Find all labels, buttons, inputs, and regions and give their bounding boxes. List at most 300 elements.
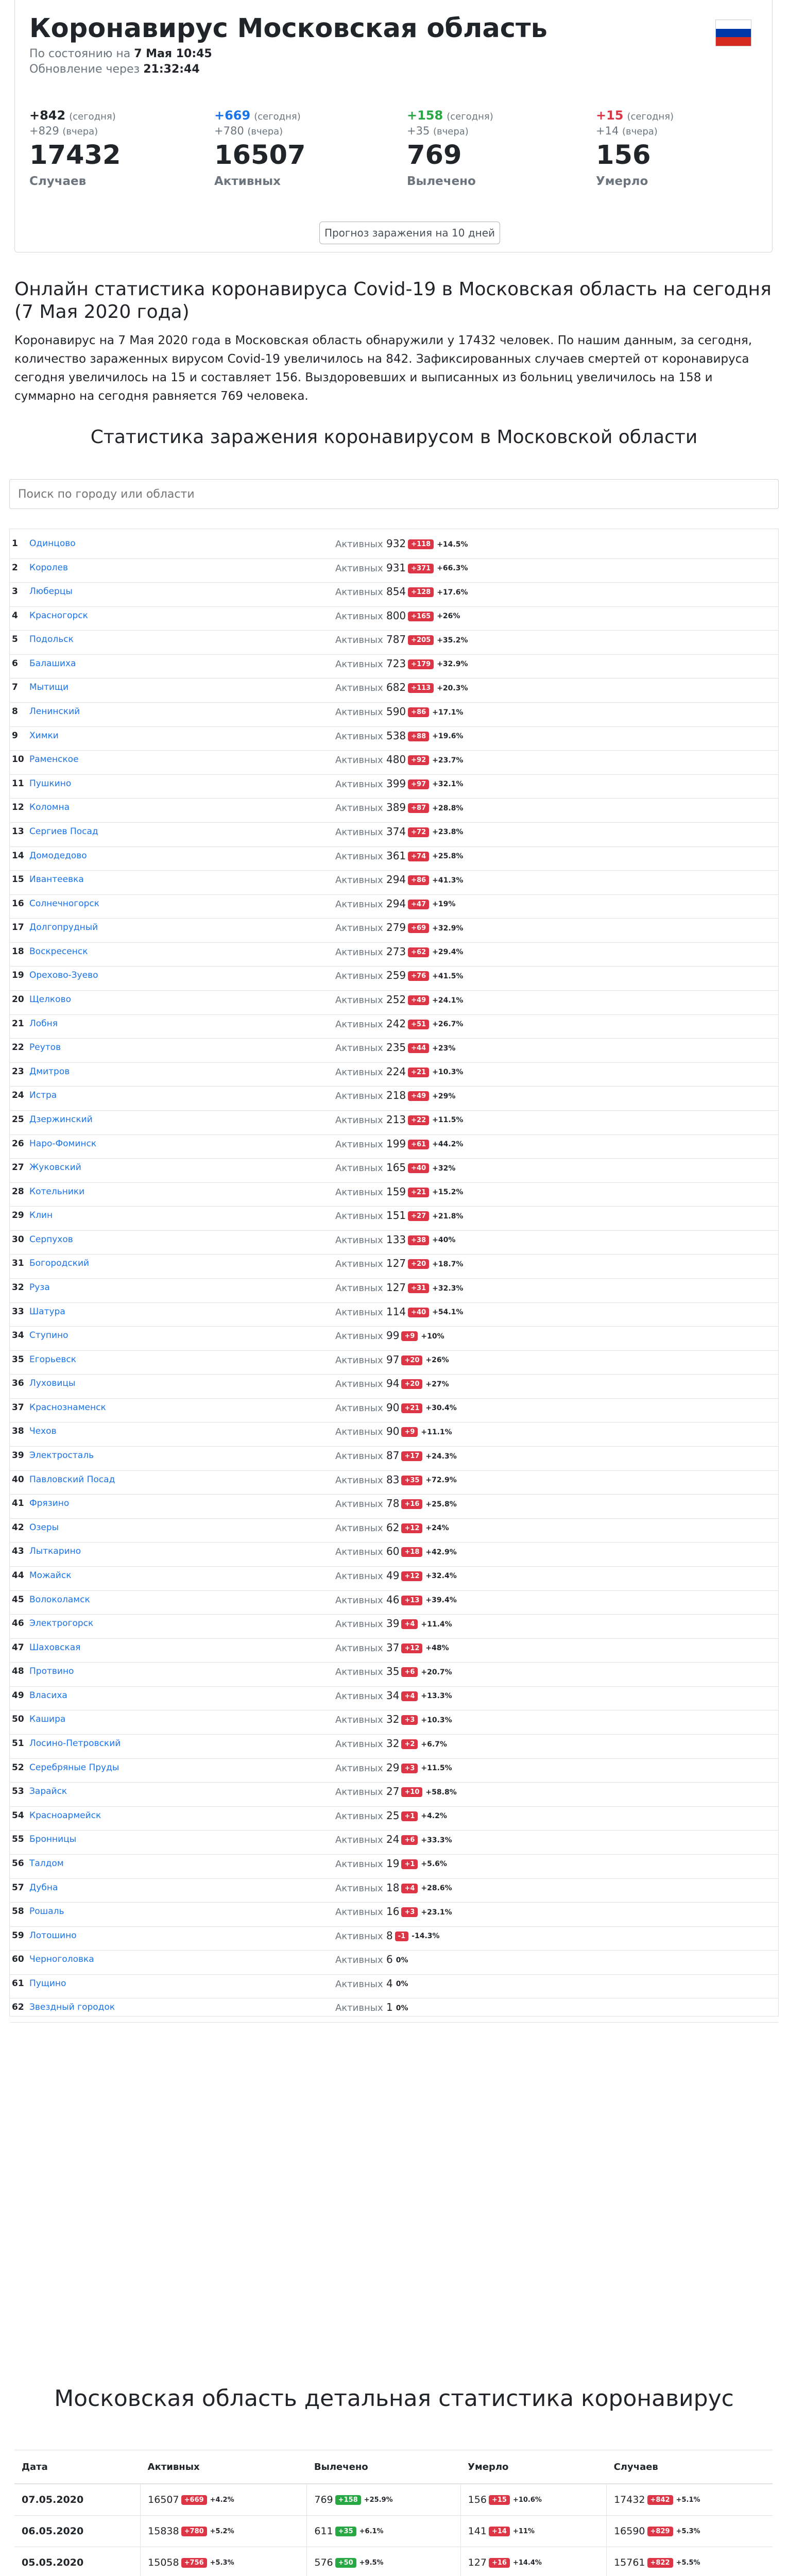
recovered-value: 611 xyxy=(314,2526,333,2537)
city-active xyxy=(335,1882,452,1894)
city-link[interactable]: Люберцы xyxy=(29,586,73,597)
active-delta-percent: +18.7% xyxy=(432,1260,464,1268)
city-active xyxy=(335,1905,452,1918)
city-link[interactable]: Руза xyxy=(29,1282,50,1293)
city-link[interactable]: Краснознаменск xyxy=(29,1402,106,1413)
active-label: Активных xyxy=(335,1787,383,1798)
cases-value: 17432 xyxy=(614,2494,645,2505)
active-delta-badge: +40 xyxy=(408,1308,429,1317)
recovered-value: 576 xyxy=(314,2557,333,2568)
recovered-delta-percent: +9.5% xyxy=(359,2559,384,2567)
recovered-delta-percent: +25.9% xyxy=(364,2496,393,2504)
active-count: 1 xyxy=(386,2001,393,2014)
city-link[interactable]: Рошаль xyxy=(29,1906,64,1917)
city-link[interactable]: Жуковский xyxy=(29,1162,81,1173)
city-rank: 50 xyxy=(12,1714,24,1725)
deaths-delta-percent: +10.6% xyxy=(512,2496,542,2504)
date-cell: 06.05.2020 xyxy=(14,2516,141,2547)
active-delta-percent: +11.5% xyxy=(421,1764,452,1773)
update-line xyxy=(29,63,200,76)
active-delta-percent: +32.3% xyxy=(432,1284,464,1293)
active-count: 19 xyxy=(386,1857,400,1870)
city-link[interactable]: Химки xyxy=(29,730,59,741)
active-label: Активных xyxy=(335,1835,383,1846)
active-count: 46 xyxy=(386,1593,400,1606)
city-link[interactable]: Щелково xyxy=(29,994,72,1005)
active-delta-badge: +49 xyxy=(408,1091,429,1101)
city-active xyxy=(335,1545,457,1557)
city-rank: 6 xyxy=(12,658,18,669)
active-delta-badge: +49 xyxy=(408,995,429,1005)
active-label: Активных xyxy=(335,1883,383,1894)
city-rank: 43 xyxy=(12,1546,24,1557)
active-label: Активных xyxy=(335,995,383,1006)
city-link[interactable]: Истра xyxy=(29,1090,57,1101)
city-rank: 10 xyxy=(12,754,24,765)
cases-value: 15761 xyxy=(614,2557,645,2568)
search-input[interactable] xyxy=(9,479,779,509)
update-prefix: Обновление через xyxy=(29,63,140,76)
active-label: Активных xyxy=(335,1187,383,1198)
active-delta-badge: +1 xyxy=(401,1811,418,1821)
active-label: Активных xyxy=(335,539,383,550)
city-rank: 19 xyxy=(12,970,24,981)
recovered-today: +158 xyxy=(407,108,443,123)
city-rank: 1 xyxy=(12,538,18,549)
active-label: Активных xyxy=(335,1066,383,1078)
city-rank: 36 xyxy=(12,1378,24,1389)
city-active xyxy=(335,609,460,622)
active-label: Активных xyxy=(335,1331,383,1342)
active-delta-percent: +32.9% xyxy=(437,660,468,669)
active-delta-percent: +27% xyxy=(425,1380,449,1388)
city-active xyxy=(335,1809,447,1822)
city-active xyxy=(335,1857,447,1870)
active-count: 854 xyxy=(386,585,406,598)
active-delta-percent: +26.7% xyxy=(432,1020,464,1029)
active-count: 90 xyxy=(386,1425,400,1438)
active-count: 199 xyxy=(386,1137,406,1150)
active-delta-badge: -1 xyxy=(395,1931,408,1941)
active-delta-badge: +6 xyxy=(401,1667,418,1677)
active-label: Активных xyxy=(335,1978,383,1990)
city-link[interactable]: Озеры xyxy=(29,1522,59,1533)
city-active xyxy=(335,1977,408,1990)
active-delta-percent: +32.9% xyxy=(432,924,464,933)
col-cases-header: Случаев xyxy=(607,2450,773,2484)
active-count: 62 xyxy=(386,1521,400,1534)
city-rank: 23 xyxy=(12,1066,24,1077)
active-delta-badge: +87 xyxy=(408,803,429,813)
active-delta-percent: +40% xyxy=(432,1236,456,1245)
recovered-today-label: (сегодня) xyxy=(447,111,493,122)
active-count: 114 xyxy=(386,1305,406,1318)
active-label: Активных xyxy=(335,1499,383,1510)
active-label: Активных xyxy=(335,1762,383,1774)
active-delta-badge: +17 xyxy=(401,1451,422,1461)
deaths-cell xyxy=(460,2516,606,2547)
city-active xyxy=(335,1113,463,1126)
active-label: Активных xyxy=(335,1259,383,1270)
city-active xyxy=(335,1929,440,1942)
active-label: Активных xyxy=(335,1858,383,1870)
deaths-label: Умерло xyxy=(596,175,648,188)
active-count: 24 xyxy=(386,1833,400,1846)
city-link[interactable]: Черноголовка xyxy=(29,1954,94,1965)
active-delta-percent: +23.7% xyxy=(432,756,464,765)
active-delta-percent: +4.2% xyxy=(210,2496,234,2504)
city-active xyxy=(335,1329,444,1342)
active-label: Активных xyxy=(335,1667,383,1678)
city-link[interactable]: Лосино-Петровский xyxy=(29,1738,121,1749)
active-delta-percent: +17.6% xyxy=(437,588,468,597)
city-rank: 46 xyxy=(12,1618,24,1629)
city-link[interactable]: Подольск xyxy=(29,634,74,645)
cases-today-label: (сегодня) xyxy=(69,111,116,122)
active-count: 389 xyxy=(386,801,406,814)
city-link[interactable]: Талдом xyxy=(29,1858,64,1869)
city-active xyxy=(335,705,463,718)
active-delta-percent: +29% xyxy=(432,1092,456,1100)
active-count: 94 xyxy=(386,1377,400,1390)
deaths-cell xyxy=(460,2547,606,2576)
city-active xyxy=(335,801,463,814)
active-label: Активных xyxy=(335,1139,383,1150)
active-delta-percent: +28.8% xyxy=(432,804,464,812)
city-link[interactable]: Фрязино xyxy=(29,1498,70,1509)
active-label: Активных xyxy=(335,1451,383,1462)
city-link[interactable]: Котельники xyxy=(29,1186,85,1197)
page-title: Коронавирус Московская область xyxy=(29,13,547,44)
city-active xyxy=(335,873,463,886)
city-link[interactable]: Серпухов xyxy=(29,1234,73,1245)
city-link[interactable]: Красноармейск xyxy=(29,1810,101,1821)
col-deaths-header: Умерло xyxy=(460,2450,606,2484)
city-link[interactable]: Пушкино xyxy=(29,778,72,789)
active-delta-badge: +47 xyxy=(408,900,429,909)
active-delta-percent: +19% xyxy=(432,900,456,909)
active-delta-badge: +6 xyxy=(401,1835,418,1845)
active-delta-badge: +2 xyxy=(401,1739,418,1749)
active-label: Активных xyxy=(335,1234,383,1246)
active-count: 252 xyxy=(386,993,406,1006)
active-label: Активных xyxy=(335,1907,383,1918)
city-rank: 29 xyxy=(12,1210,24,1221)
city-active xyxy=(335,585,468,598)
stat-active xyxy=(214,108,389,188)
city-link[interactable]: Воскресенск xyxy=(29,946,88,957)
active-label: Активных xyxy=(335,1570,383,1582)
active-label: Активных xyxy=(335,1715,383,1726)
city-link[interactable]: Ступино xyxy=(29,1330,68,1341)
active-delta-badge: +1 xyxy=(401,1859,418,1869)
city-link[interactable]: Звездный городок xyxy=(29,2002,115,2013)
russia-flag-icon xyxy=(715,20,751,46)
cases-delta-percent: +5.3% xyxy=(676,2528,700,2535)
active-delta-percent: +5.3% xyxy=(210,2559,234,2567)
city-rank: 42 xyxy=(12,1522,24,1533)
active-label: Активных xyxy=(335,1475,383,1486)
city-link[interactable]: Егорьевск xyxy=(29,1354,76,1365)
active-label: Активных xyxy=(335,683,383,694)
city-active xyxy=(335,1641,449,1654)
active-delta-percent: 0% xyxy=(396,1956,408,1964)
active-delta-percent: +17.1% xyxy=(432,708,464,717)
city-rank: 11 xyxy=(12,778,24,789)
active-delta-badge: +371 xyxy=(408,564,434,573)
city-rank: 28 xyxy=(12,1186,24,1197)
col-date-header: Дата xyxy=(14,2450,141,2484)
city-link[interactable]: Лобня xyxy=(29,1018,58,1029)
city-link[interactable]: Солнечногорск xyxy=(29,898,100,909)
deaths-yesterday-label: (вчера) xyxy=(622,126,658,137)
cases-delta-percent: +5.1% xyxy=(676,2496,700,2504)
active-label: Активных xyxy=(335,875,383,886)
city-link[interactable]: Лотошино xyxy=(29,1930,77,1941)
active-count: 27 xyxy=(386,1785,400,1798)
active-label: Активных xyxy=(335,1402,383,1414)
city-link[interactable]: Можайск xyxy=(29,1570,72,1581)
active-count: 78 xyxy=(386,1497,400,1510)
active-delta-percent: +19.6% xyxy=(432,732,464,741)
city-link[interactable]: Сергиев Посад xyxy=(29,826,98,837)
active-delta-badge: +92 xyxy=(408,755,429,765)
city-link[interactable]: Чехов xyxy=(29,1426,57,1437)
city-rank: 22 xyxy=(12,1042,24,1053)
city-link[interactable]: Одинцово xyxy=(29,538,76,549)
city-active xyxy=(335,1209,463,1222)
active-count: 159 xyxy=(386,1185,406,1198)
active-delta-percent: +26% xyxy=(425,1356,449,1365)
active-label: Активных xyxy=(335,971,383,982)
city-link[interactable]: Раменское xyxy=(29,754,79,765)
city-rank: 27 xyxy=(12,1162,24,1173)
active-delta-percent: +23% xyxy=(432,1044,456,1053)
active-delta-percent: +5.2% xyxy=(210,2528,234,2535)
flag-stripe-blue xyxy=(716,29,751,38)
active-count: 6 xyxy=(386,1953,393,1966)
active-delta-badge: +62 xyxy=(408,947,429,957)
active-label: Активных xyxy=(335,1114,383,1126)
as-of-prefix: По состоянию на xyxy=(29,47,131,60)
active-delta-percent: +10.3% xyxy=(421,1716,452,1724)
city-active xyxy=(335,1425,452,1437)
city-active xyxy=(335,537,468,550)
active-count: 127 xyxy=(386,1281,406,1294)
city-link[interactable]: Протвино xyxy=(29,1666,74,1677)
active-delta-badge: +4 xyxy=(401,1691,418,1701)
city-link[interactable]: Бронницы xyxy=(29,1834,77,1845)
recovered-delta-badge: +50 xyxy=(335,2558,356,2568)
city-link[interactable]: Электросталь xyxy=(29,1450,94,1461)
active-delta-percent: +20.3% xyxy=(437,684,468,692)
active-delta-percent: +6.7% xyxy=(421,1740,447,1749)
city-link[interactable]: Коломна xyxy=(29,802,70,813)
active-count: 682 xyxy=(386,681,406,694)
deaths-delta-badge: +14 xyxy=(489,2527,510,2536)
active-delta-badge: +86 xyxy=(408,707,429,717)
city-link[interactable]: Долгопрудный xyxy=(29,922,98,933)
active-count: 294 xyxy=(386,873,406,886)
city-link[interactable]: Наро-Фоминск xyxy=(29,1138,97,1149)
city-link[interactable]: Шатура xyxy=(29,1306,65,1317)
city-link[interactable]: Электрогорск xyxy=(29,1618,94,1629)
city-link[interactable]: Власиха xyxy=(29,1690,67,1701)
active-count: 165 xyxy=(386,1161,406,1174)
active-count: 60 xyxy=(386,1545,400,1558)
deaths-total: 156 xyxy=(596,140,651,171)
city-active xyxy=(335,681,468,693)
active-delta-badge: +88 xyxy=(408,732,429,741)
active-label: Активных xyxy=(335,899,383,910)
cases-delta-badge: +829 xyxy=(647,2527,673,2536)
active-label: Активных xyxy=(335,1043,383,1054)
city-rank: 48 xyxy=(12,1666,24,1677)
city-link[interactable]: Красногорск xyxy=(29,610,88,621)
active-delta-badge: +9 xyxy=(401,1331,418,1341)
city-link[interactable]: Реутов xyxy=(29,1042,61,1053)
city-rank: 4 xyxy=(12,610,18,621)
city-active xyxy=(335,1089,455,1101)
active-count: 32 xyxy=(386,1713,400,1726)
city-active xyxy=(335,1306,463,1318)
active-delta-badge: +74 xyxy=(408,852,429,861)
cases-today: +842 xyxy=(29,108,66,123)
city-active xyxy=(335,1594,457,1606)
city-rank: 35 xyxy=(12,1354,24,1365)
active-delta-badge: +86 xyxy=(408,875,429,885)
recovered-cell xyxy=(307,2484,460,2516)
active-label: Активных xyxy=(335,1547,383,1558)
active-delta-percent: +48% xyxy=(425,1644,449,1653)
city-link[interactable]: Клин xyxy=(29,1210,53,1221)
city-active xyxy=(335,1377,449,1389)
city-link[interactable]: Королев xyxy=(29,562,68,573)
active-count: 242 xyxy=(386,1017,406,1030)
city-rank: 53 xyxy=(12,1786,24,1797)
deaths-value: 141 xyxy=(468,2526,487,2537)
cases-delta-badge: +842 xyxy=(647,2495,673,2505)
active-label: Активных xyxy=(335,563,383,574)
city-link[interactable]: Серебряные Пруды xyxy=(29,1762,119,1773)
cases-delta-percent: +5.5% xyxy=(676,2559,700,2567)
city-link[interactable]: Дмитров xyxy=(29,1066,70,1077)
active-cell xyxy=(141,2547,307,2576)
active-count: 480 xyxy=(386,753,406,766)
city-active xyxy=(335,657,468,670)
city-link[interactable]: Дубна xyxy=(29,1882,58,1893)
active-delta-percent: -14.3% xyxy=(412,1932,440,1941)
city-link[interactable]: Лыткарино xyxy=(29,1546,81,1557)
cases-cell xyxy=(607,2516,773,2547)
city-rank: 3 xyxy=(12,586,18,597)
city-rank: 54 xyxy=(12,1810,24,1821)
forecast-button[interactable]: Прогноз заражения на 10 дней xyxy=(319,222,500,244)
city-active xyxy=(335,633,468,646)
detail-table xyxy=(14,2450,773,2576)
city-link[interactable]: Дзержинский xyxy=(29,1114,93,1125)
deaths-value: 156 xyxy=(468,2494,487,2505)
active-delta-percent: +54.1% xyxy=(432,1308,464,1317)
summary-card xyxy=(14,0,773,252)
active-delta-badge: +4 xyxy=(401,1884,418,1893)
city-link[interactable]: Пущино xyxy=(29,1978,66,1989)
city-rank: 45 xyxy=(12,1594,24,1605)
active-label: Активных xyxy=(335,1283,383,1294)
city-rank: 34 xyxy=(12,1330,24,1341)
city-rank: 26 xyxy=(12,1138,24,1149)
city-link[interactable]: Мытищи xyxy=(29,682,69,693)
active-delta-badge: +72 xyxy=(408,827,429,837)
active-delta-badge: +756 xyxy=(181,2558,207,2568)
recovered-delta-badge: +158 xyxy=(335,2495,361,2505)
city-link[interactable]: Волоколамск xyxy=(29,1594,90,1605)
city-link[interactable]: Павловский Посад xyxy=(29,1474,115,1485)
city-active xyxy=(335,1353,449,1366)
city-link[interactable]: Шаховская xyxy=(29,1642,81,1653)
active-delta-badge: +10 xyxy=(401,1787,422,1797)
city-link[interactable]: Зарайск xyxy=(29,1786,67,1797)
active-count: 218 xyxy=(386,1089,406,1102)
active-count: 99 xyxy=(386,1329,400,1342)
active-yesterday: +780 xyxy=(214,125,244,137)
city-active xyxy=(335,1569,457,1582)
city-rank: 38 xyxy=(12,1426,24,1437)
city-link[interactable]: Ивантеевка xyxy=(29,874,84,885)
deaths-today-label: (сегодня) xyxy=(627,111,674,122)
city-active xyxy=(335,1018,463,1030)
active-count: 235 xyxy=(386,1041,406,1054)
update-countdown: 21:32:44 xyxy=(143,63,200,76)
detail-row xyxy=(14,2484,773,2516)
active-delta-percent: +33.3% xyxy=(421,1836,452,1844)
cases-total: 17432 xyxy=(29,140,121,171)
city-link[interactable]: Кашира xyxy=(29,1714,66,1725)
city-link[interactable]: Балашиха xyxy=(29,658,76,669)
active-count: 273 xyxy=(386,945,406,958)
active-delta-percent: +32.1% xyxy=(432,780,464,789)
active-delta-badge: +13 xyxy=(401,1596,422,1605)
city-link[interactable]: Луховицы xyxy=(29,1378,76,1389)
cases-yesterday-label: (вчера) xyxy=(62,126,98,137)
col-active-header: Активных xyxy=(141,2450,307,2484)
deaths-today: +15 xyxy=(596,108,624,123)
active-delta-percent: +25.8% xyxy=(425,1500,457,1509)
active-delta-percent: +15.2% xyxy=(432,1188,464,1197)
active-delta-badge: +3 xyxy=(401,1715,418,1725)
active-delta-percent: +25.8% xyxy=(432,852,464,861)
city-link[interactable]: Домодедово xyxy=(29,850,87,861)
active-count: 39 xyxy=(386,1617,400,1630)
city-link[interactable]: Орехово-Зуево xyxy=(29,970,98,981)
active-delta-percent: +28.6% xyxy=(421,1884,452,1893)
city-link[interactable]: Ленинский xyxy=(29,706,80,717)
stat-cases xyxy=(29,108,204,188)
city-active xyxy=(335,1617,452,1630)
active-delta-percent: 0% xyxy=(396,2004,408,2012)
active-count: 90 xyxy=(386,1401,400,1414)
active-cell xyxy=(141,2516,307,2547)
active-today: +669 xyxy=(214,108,251,123)
active-delta-badge: +18 xyxy=(401,1547,422,1557)
active-count: 34 xyxy=(386,1689,400,1702)
city-active xyxy=(335,1497,457,1510)
active-count: 83 xyxy=(386,1473,400,1486)
as-of-value: 7 Мая 10:45 xyxy=(134,47,212,60)
city-active xyxy=(335,1161,455,1174)
city-link[interactable]: Богородский xyxy=(29,1258,90,1269)
city-rank: 5 xyxy=(12,634,18,645)
